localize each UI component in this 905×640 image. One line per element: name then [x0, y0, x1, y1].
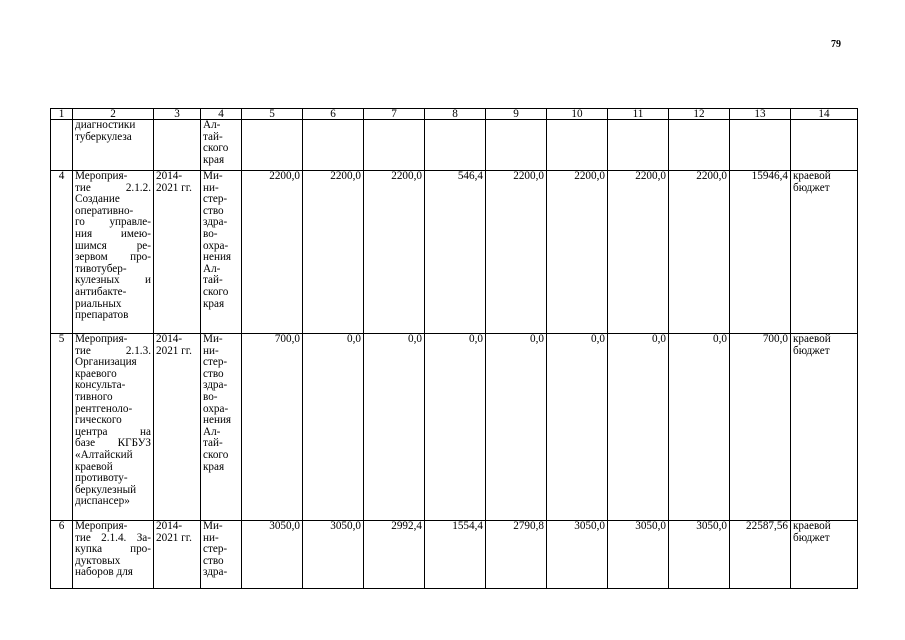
executor-line: здра- — [203, 216, 228, 229]
implementation-period — [154, 334, 201, 521]
executor-line: Ал- — [203, 119, 221, 131]
measure-name — [73, 171, 154, 334]
executor — [201, 120, 242, 171]
amount-cell: 22587,56 — [730, 521, 791, 589]
row-number — [51, 120, 73, 171]
column-number: 5 — [242, 109, 303, 120]
executor-line: охра- — [203, 402, 229, 415]
measure-name-line: тие 2.1.2. — [75, 181, 151, 194]
executor-line: нения — [203, 251, 232, 264]
implementation-period-line: 2014- — [156, 520, 183, 532]
executor-line: во- — [203, 390, 218, 403]
column-number: 6 — [303, 109, 364, 120]
funding-source-line: краевой — [793, 333, 831, 345]
amount-cell: 2200,0 — [547, 171, 608, 334]
executor-line: края — [203, 297, 225, 310]
amount-cell — [730, 120, 791, 171]
measure-name-line: рентгеноло- — [75, 402, 133, 415]
row-number: 5 — [51, 334, 73, 521]
amount-cell: 2200,0 — [486, 171, 547, 334]
column-number: 2 — [73, 109, 154, 120]
row-number: 4 — [51, 171, 73, 334]
executor-line: ни- — [203, 344, 219, 357]
amount-cell — [547, 120, 608, 171]
executor-line: Ми- — [203, 520, 223, 532]
executor-line: Ал- — [203, 425, 221, 438]
executor-line: ни- — [203, 531, 219, 544]
measure-name-line: Мероприя- — [75, 520, 128, 532]
measure-name-line: зервом про- — [75, 251, 151, 264]
implementation-period-line: 2014- — [156, 170, 183, 182]
executor-line: нения — [203, 414, 232, 427]
amount-cell — [364, 120, 425, 171]
page-number: 79 — [831, 39, 841, 50]
implementation-period — [154, 120, 201, 171]
measure-name-line: го управле- — [75, 216, 151, 229]
implementation-period — [154, 171, 201, 334]
executor-line: тай- — [203, 437, 223, 450]
amount-cell: 0,0 — [425, 334, 486, 521]
measure-name-line: тие 2.1.3. — [75, 344, 151, 357]
funding-source-line: бюджет — [793, 181, 830, 194]
column-number-row — [51, 109, 858, 120]
executor-line: края — [203, 460, 225, 473]
executor-line: ского — [203, 285, 229, 298]
measure-name-line: консульта- — [75, 379, 126, 392]
funding-source — [791, 521, 858, 589]
executor-line: стер- — [203, 543, 228, 556]
amount-cell: 1554,4 — [425, 521, 486, 589]
implementation-period-line: 2021 гг. — [156, 344, 192, 357]
measure-name-line: краевого — [75, 367, 117, 380]
column-number: 11 — [608, 109, 669, 120]
funding-source — [791, 171, 858, 334]
amount-cell: 700,0 — [730, 334, 791, 521]
measure-name-line: препаратов — [75, 309, 129, 322]
executor-line: стер- — [203, 193, 228, 206]
measure-name-line: краевой — [75, 460, 113, 473]
amount-cell: 15946,4 — [730, 171, 791, 334]
amount-cell: 0,0 — [669, 334, 730, 521]
row-number: 6 — [51, 521, 73, 589]
measure-name-line: кулезных и — [75, 274, 151, 287]
executor-line: тай- — [203, 274, 223, 287]
amount-cell: 2200,0 — [242, 171, 303, 334]
column-number: 8 — [425, 109, 486, 120]
measure-name-line: дуктовых — [75, 554, 121, 567]
table-row — [51, 334, 858, 521]
amount-cell: 0,0 — [608, 334, 669, 521]
executor-line: Ал- — [203, 262, 221, 275]
program-table — [50, 108, 858, 589]
column-number: 7 — [364, 109, 425, 120]
executor-line: Ми- — [203, 170, 223, 182]
measure-name-line: тие 2.1.4. За- — [75, 531, 151, 544]
executor-line: Ми- — [203, 333, 223, 345]
measure-name — [73, 521, 154, 589]
amount-cell: 700,0 — [242, 334, 303, 521]
executor-line: тай- — [203, 130, 223, 143]
measure-name — [73, 120, 154, 171]
measure-name-line: наборов для — [75, 566, 133, 579]
executor-line: во- — [203, 227, 218, 240]
funding-source — [791, 334, 858, 521]
executor-line: ского — [203, 448, 229, 461]
amount-cell: 546,4 — [425, 171, 486, 334]
executor-line: стер- — [203, 356, 228, 369]
amount-cell — [486, 120, 547, 171]
measure-name-line: диспансер» — [75, 495, 130, 508]
amount-cell: 0,0 — [486, 334, 547, 521]
executor-line: края — [203, 153, 225, 166]
amount-cell — [303, 120, 364, 171]
executor-line: ни- — [203, 181, 219, 194]
measure-name-line: тивного — [75, 390, 113, 403]
measure-name — [73, 334, 154, 521]
executor-line: ство — [203, 367, 224, 380]
measure-name-line: шимся ре- — [75, 239, 151, 252]
column-number: 1 — [51, 109, 73, 120]
measure-name-line: тивотубер- — [75, 262, 127, 275]
measure-name-line: оперативно- — [75, 204, 134, 217]
amount-cell — [608, 120, 669, 171]
executor-line: охра- — [203, 239, 229, 252]
measure-name-line: «Алтайский — [75, 448, 133, 461]
funding-source — [791, 120, 858, 171]
amount-cell: 2992,4 — [364, 521, 425, 589]
funding-source-line: бюджет — [793, 344, 830, 357]
amount-cell: 2200,0 — [364, 171, 425, 334]
executor — [201, 334, 242, 521]
column-number: 12 — [669, 109, 730, 120]
executor-line: здра- — [203, 379, 228, 392]
amount-cell: 3050,0 — [669, 521, 730, 589]
funding-source-line: бюджет — [793, 531, 830, 544]
executor — [201, 171, 242, 334]
amount-cell: 3050,0 — [242, 521, 303, 589]
measure-name-line: Создание — [75, 193, 120, 206]
measure-name-line: беркулезный — [75, 483, 137, 496]
measure-name-line: купка про- — [75, 543, 151, 556]
table-row — [51, 120, 858, 171]
executor — [201, 521, 242, 589]
amount-cell: 3050,0 — [547, 521, 608, 589]
measure-name-line: гического — [75, 414, 122, 427]
amount-cell — [242, 120, 303, 171]
amount-cell — [425, 120, 486, 171]
executor-line: ство — [203, 204, 224, 217]
measure-name-line: противоту- — [75, 472, 128, 485]
implementation-period-line: 2021 гг. — [156, 531, 192, 544]
amount-cell: 3050,0 — [303, 521, 364, 589]
measure-name-line: Мероприя- — [75, 170, 128, 182]
column-number: 3 — [154, 109, 201, 120]
amount-cell: 3050,0 — [608, 521, 669, 589]
measure-name-line: диагностики — [75, 119, 136, 131]
table-row — [51, 171, 858, 334]
executor-line: ского — [203, 142, 229, 155]
funding-source-line: краевой — [793, 170, 831, 182]
table-row — [51, 521, 858, 589]
measure-name-line: Мероприя- — [75, 333, 128, 345]
executor-line: ство — [203, 554, 224, 567]
measure-name-line: центра на — [75, 425, 151, 438]
column-number: 13 — [730, 109, 791, 120]
amount-cell: 0,0 — [547, 334, 608, 521]
amount-cell: 0,0 — [364, 334, 425, 521]
column-number: 9 — [486, 109, 547, 120]
executor-line: здра- — [203, 566, 228, 579]
column-number: 14 — [791, 109, 858, 120]
column-number: 4 — [201, 109, 242, 120]
column-number: 10 — [547, 109, 608, 120]
implementation-period-line: 2014- — [156, 333, 183, 345]
implementation-period-line: 2021 гг. — [156, 181, 192, 194]
amount-cell — [669, 120, 730, 171]
funding-source-line: краевой — [793, 520, 831, 532]
measure-name-line: ния имею- — [75, 227, 151, 240]
amount-cell: 2200,0 — [669, 171, 730, 334]
measure-name-line: туберкулеза — [75, 130, 132, 143]
amount-cell: 2790,8 — [486, 521, 547, 589]
measure-name-line: базе КГБУЗ — [75, 437, 151, 450]
measure-name-line: риальных — [75, 297, 122, 310]
measure-name-line: антибакте- — [75, 285, 127, 298]
amount-cell: 0,0 — [303, 334, 364, 521]
amount-cell: 2200,0 — [608, 171, 669, 334]
amount-cell: 2200,0 — [303, 171, 364, 334]
implementation-period — [154, 521, 201, 589]
measure-name-line: Организация — [75, 356, 137, 369]
